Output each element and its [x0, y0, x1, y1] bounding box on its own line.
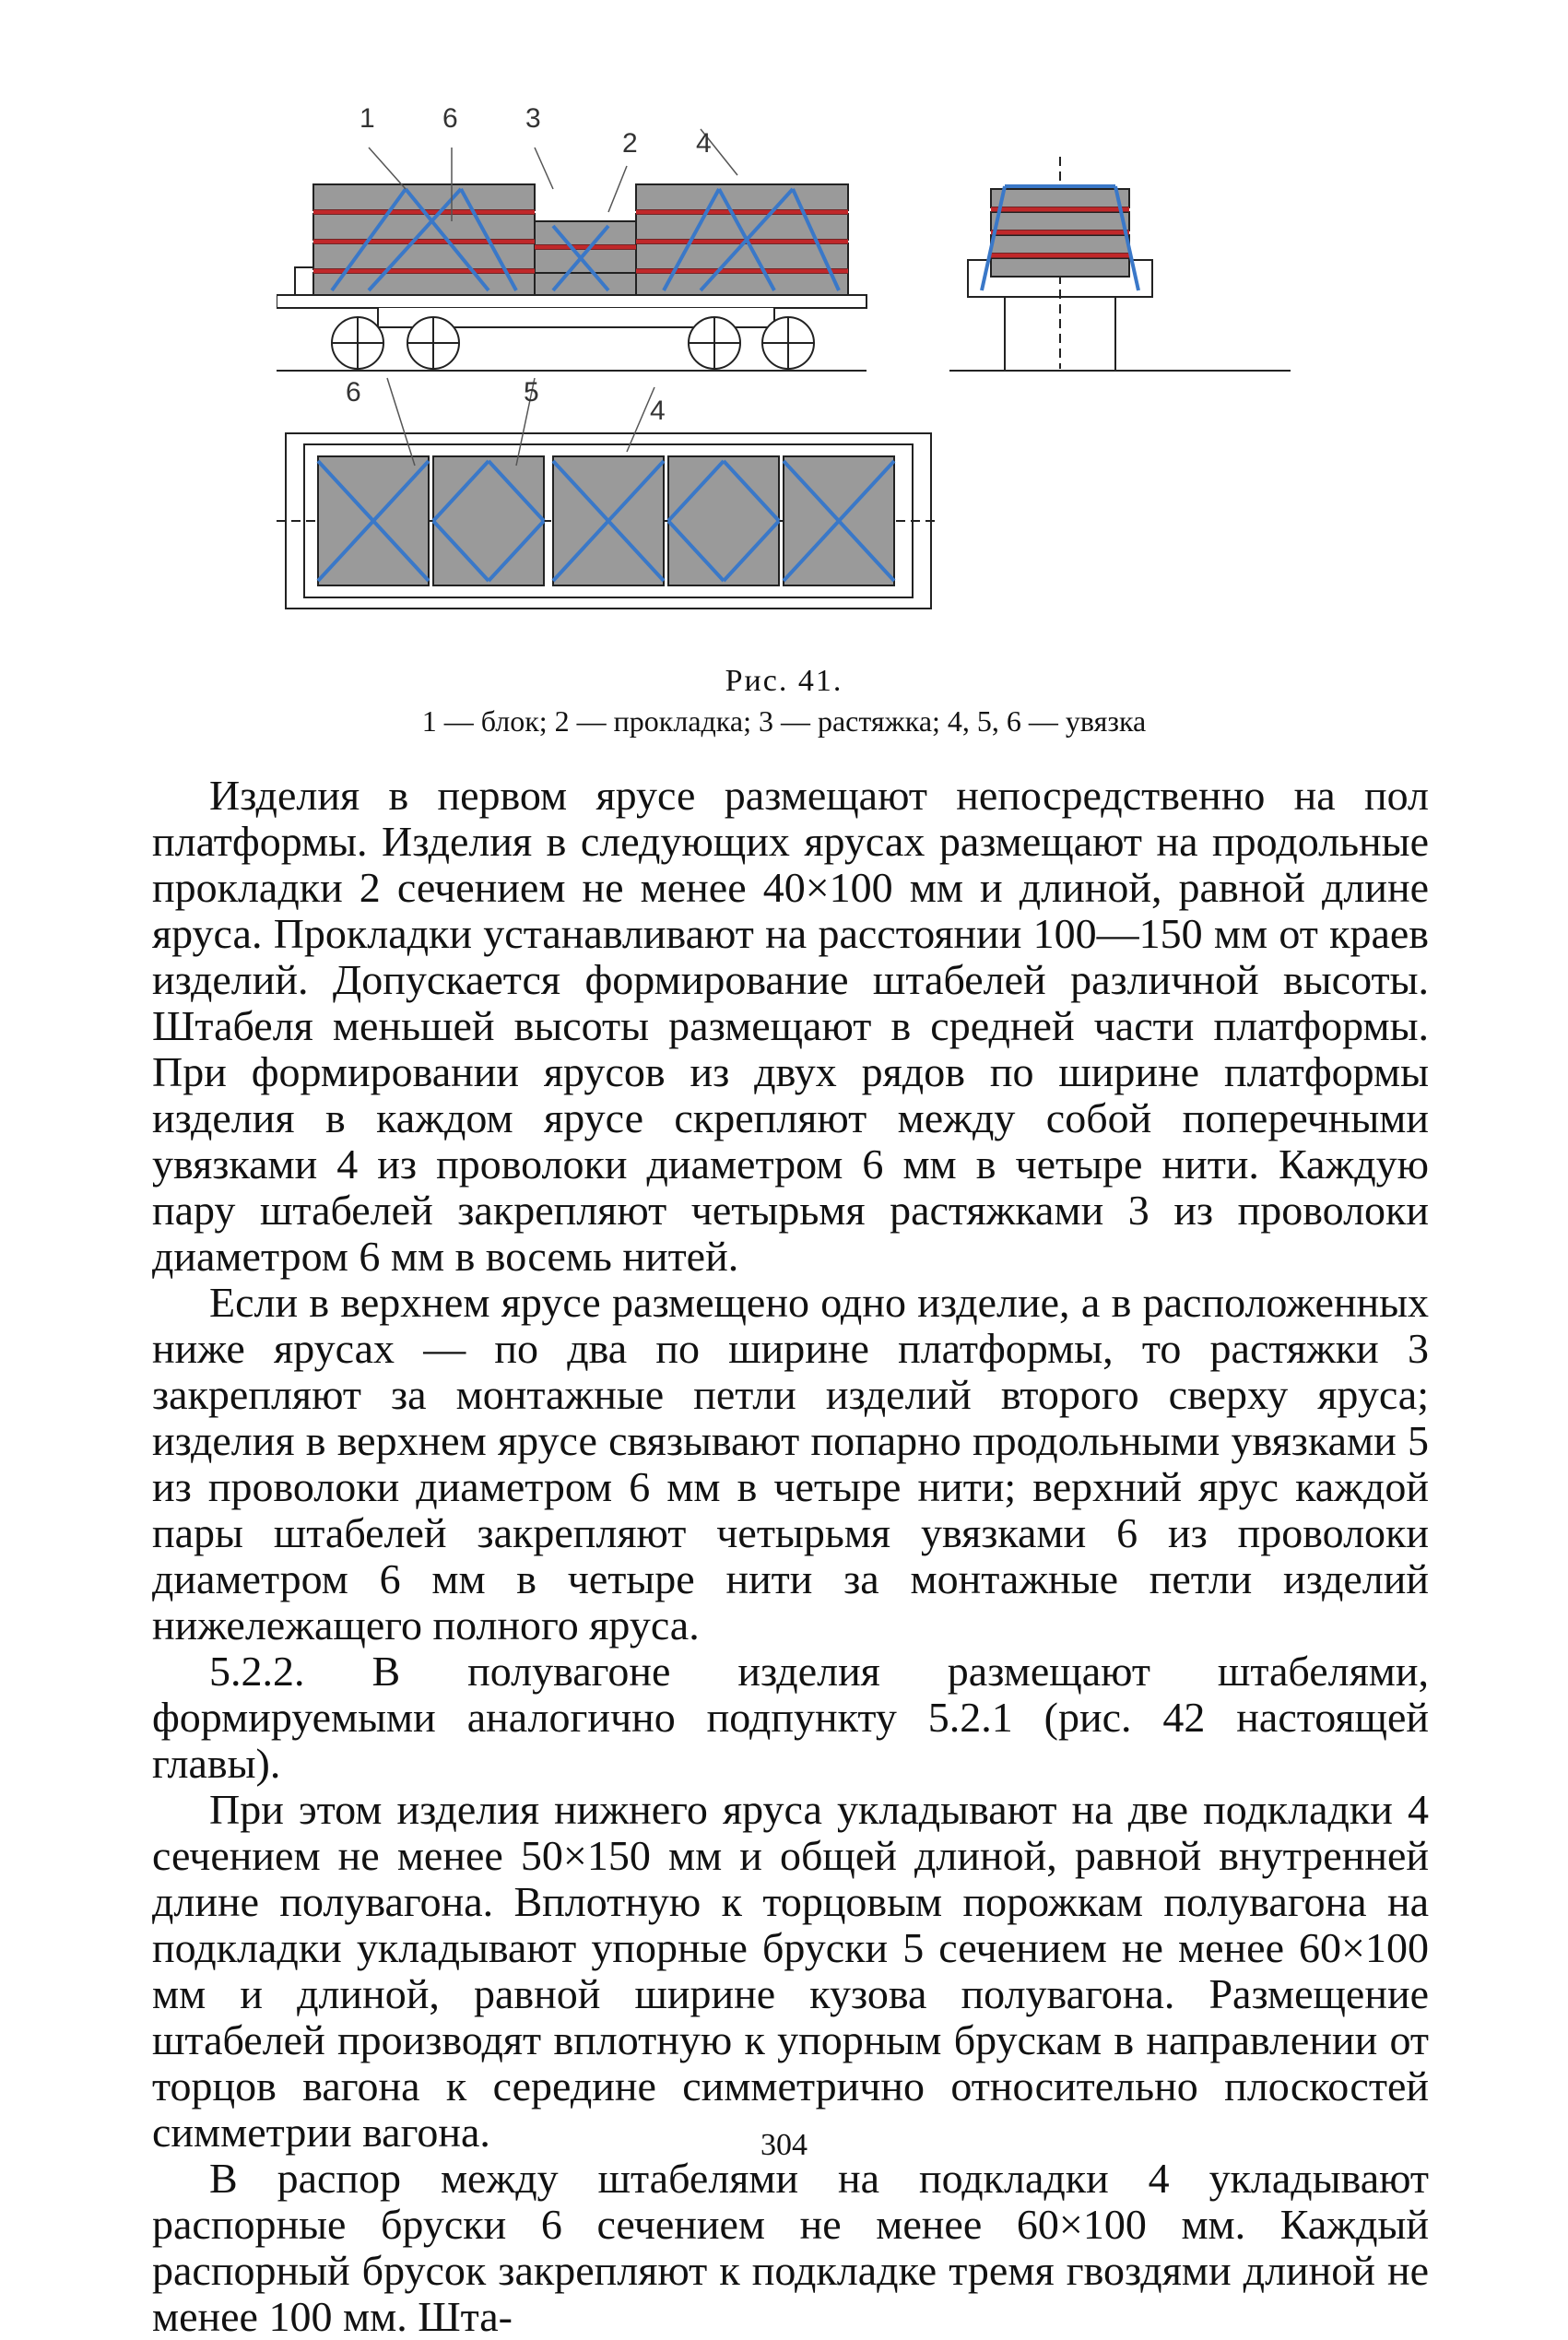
figure-caption-legend: 1 — блок; 2 — прокладка; 3 — растяжка; 4, 5, 6 — увязка [421, 704, 1147, 738]
callout-6: 6 [442, 103, 458, 134]
figure-caption-title: Рис. 41. [725, 664, 843, 698]
callout-2: 2 [622, 128, 638, 159]
paragraph: 5.2.2. В полувагоне изделия размещают штабелями, формируемыми аналогично подпункту 5.2.1 (рис. 42 настоящей главы). [152, 1648, 1429, 1787]
paragraph: В распор между штабелями на подкладки 4 укладывают распорные бруски 6 сечением не менее 60×100 мм. Каждый распорный брусок закрепляют к подкладке тремя гвоздями длиной не менее 100 мм. Шта- [152, 2155, 1429, 2340]
paragraph: Если в верхнем ярусе размещено одно изделие, а в расположенных ниже ярусах — по два по ширине платформы, то растяжки 3 закрепляют за монтажные петли изделий второго сверху яруса; изделия в верхнем ярусе связывают попарно продольными увязками 5 из проволоки диаметром 6 мм в четыре нити; верхний ярус каждой пары штабелей закрепляют четырьмя увязками 6 из проволоки диаметром 6 мм в четыре нити за монтажные петли изделий нижележащего полного яруса. [152, 1279, 1429, 1649]
side-view [277, 184, 867, 371]
plan-view [277, 433, 940, 609]
callout-6-bottom: 6 [346, 377, 361, 408]
callout-4-bottom: 4 [650, 396, 666, 426]
callout-5: 5 [524, 377, 539, 408]
end-view [949, 157, 1291, 371]
paragraph: Изделия в первом ярусе размещают непосредственно на пол платформы. Изделия в следующих ярусах размещают на продольные прокладки 2 сечением не менее 40×100 мм и длиной, равной длине яруса. Прокладки устанавливают на расстоянии 100—150 мм от краев изделий. Допускается формирование штабелей различной высоты. Штабеля меньшей высоты размещают в средней части платформы. При формировании ярусов из двух рядов по ширине платформы изделия в каждом ярусе скрепляют между собой поперечными увязками 4 из проволоки диаметром 6 мм в четыре нити. Каждую пару штабелей закрепляют четырьмя растяжками 3 из проволоки диаметром 6 мм в восемь нитей. [152, 772, 1429, 1280]
page-number: 304 [760, 2128, 808, 2162]
callout-4-top: 4 [696, 128, 712, 159]
callout-3: 3 [525, 103, 541, 134]
loading-diagram [277, 101, 1318, 636]
callout-1: 1 [360, 103, 375, 134]
figure-41 [277, 101, 1318, 636]
body-text [152, 773, 1429, 2340]
paragraph: При этом изделия нижнего яруса укладывают на две подкладки 4 сечением не менее 50×150 мм и общей длиной, равной внутренней длине полувагона. Вплотную к торцовым порожкам полувагона на подкладки укладывают упорные бруски 5 сечением не менее 60×100 мм и длиной, равной ширине кузова полувагона. Размещение штабелей производят вплотную к упорным брускам в направлении от торцов вагона к середине симметрично относительно плоскостей симметрии вагона. [152, 1786, 1429, 2156]
